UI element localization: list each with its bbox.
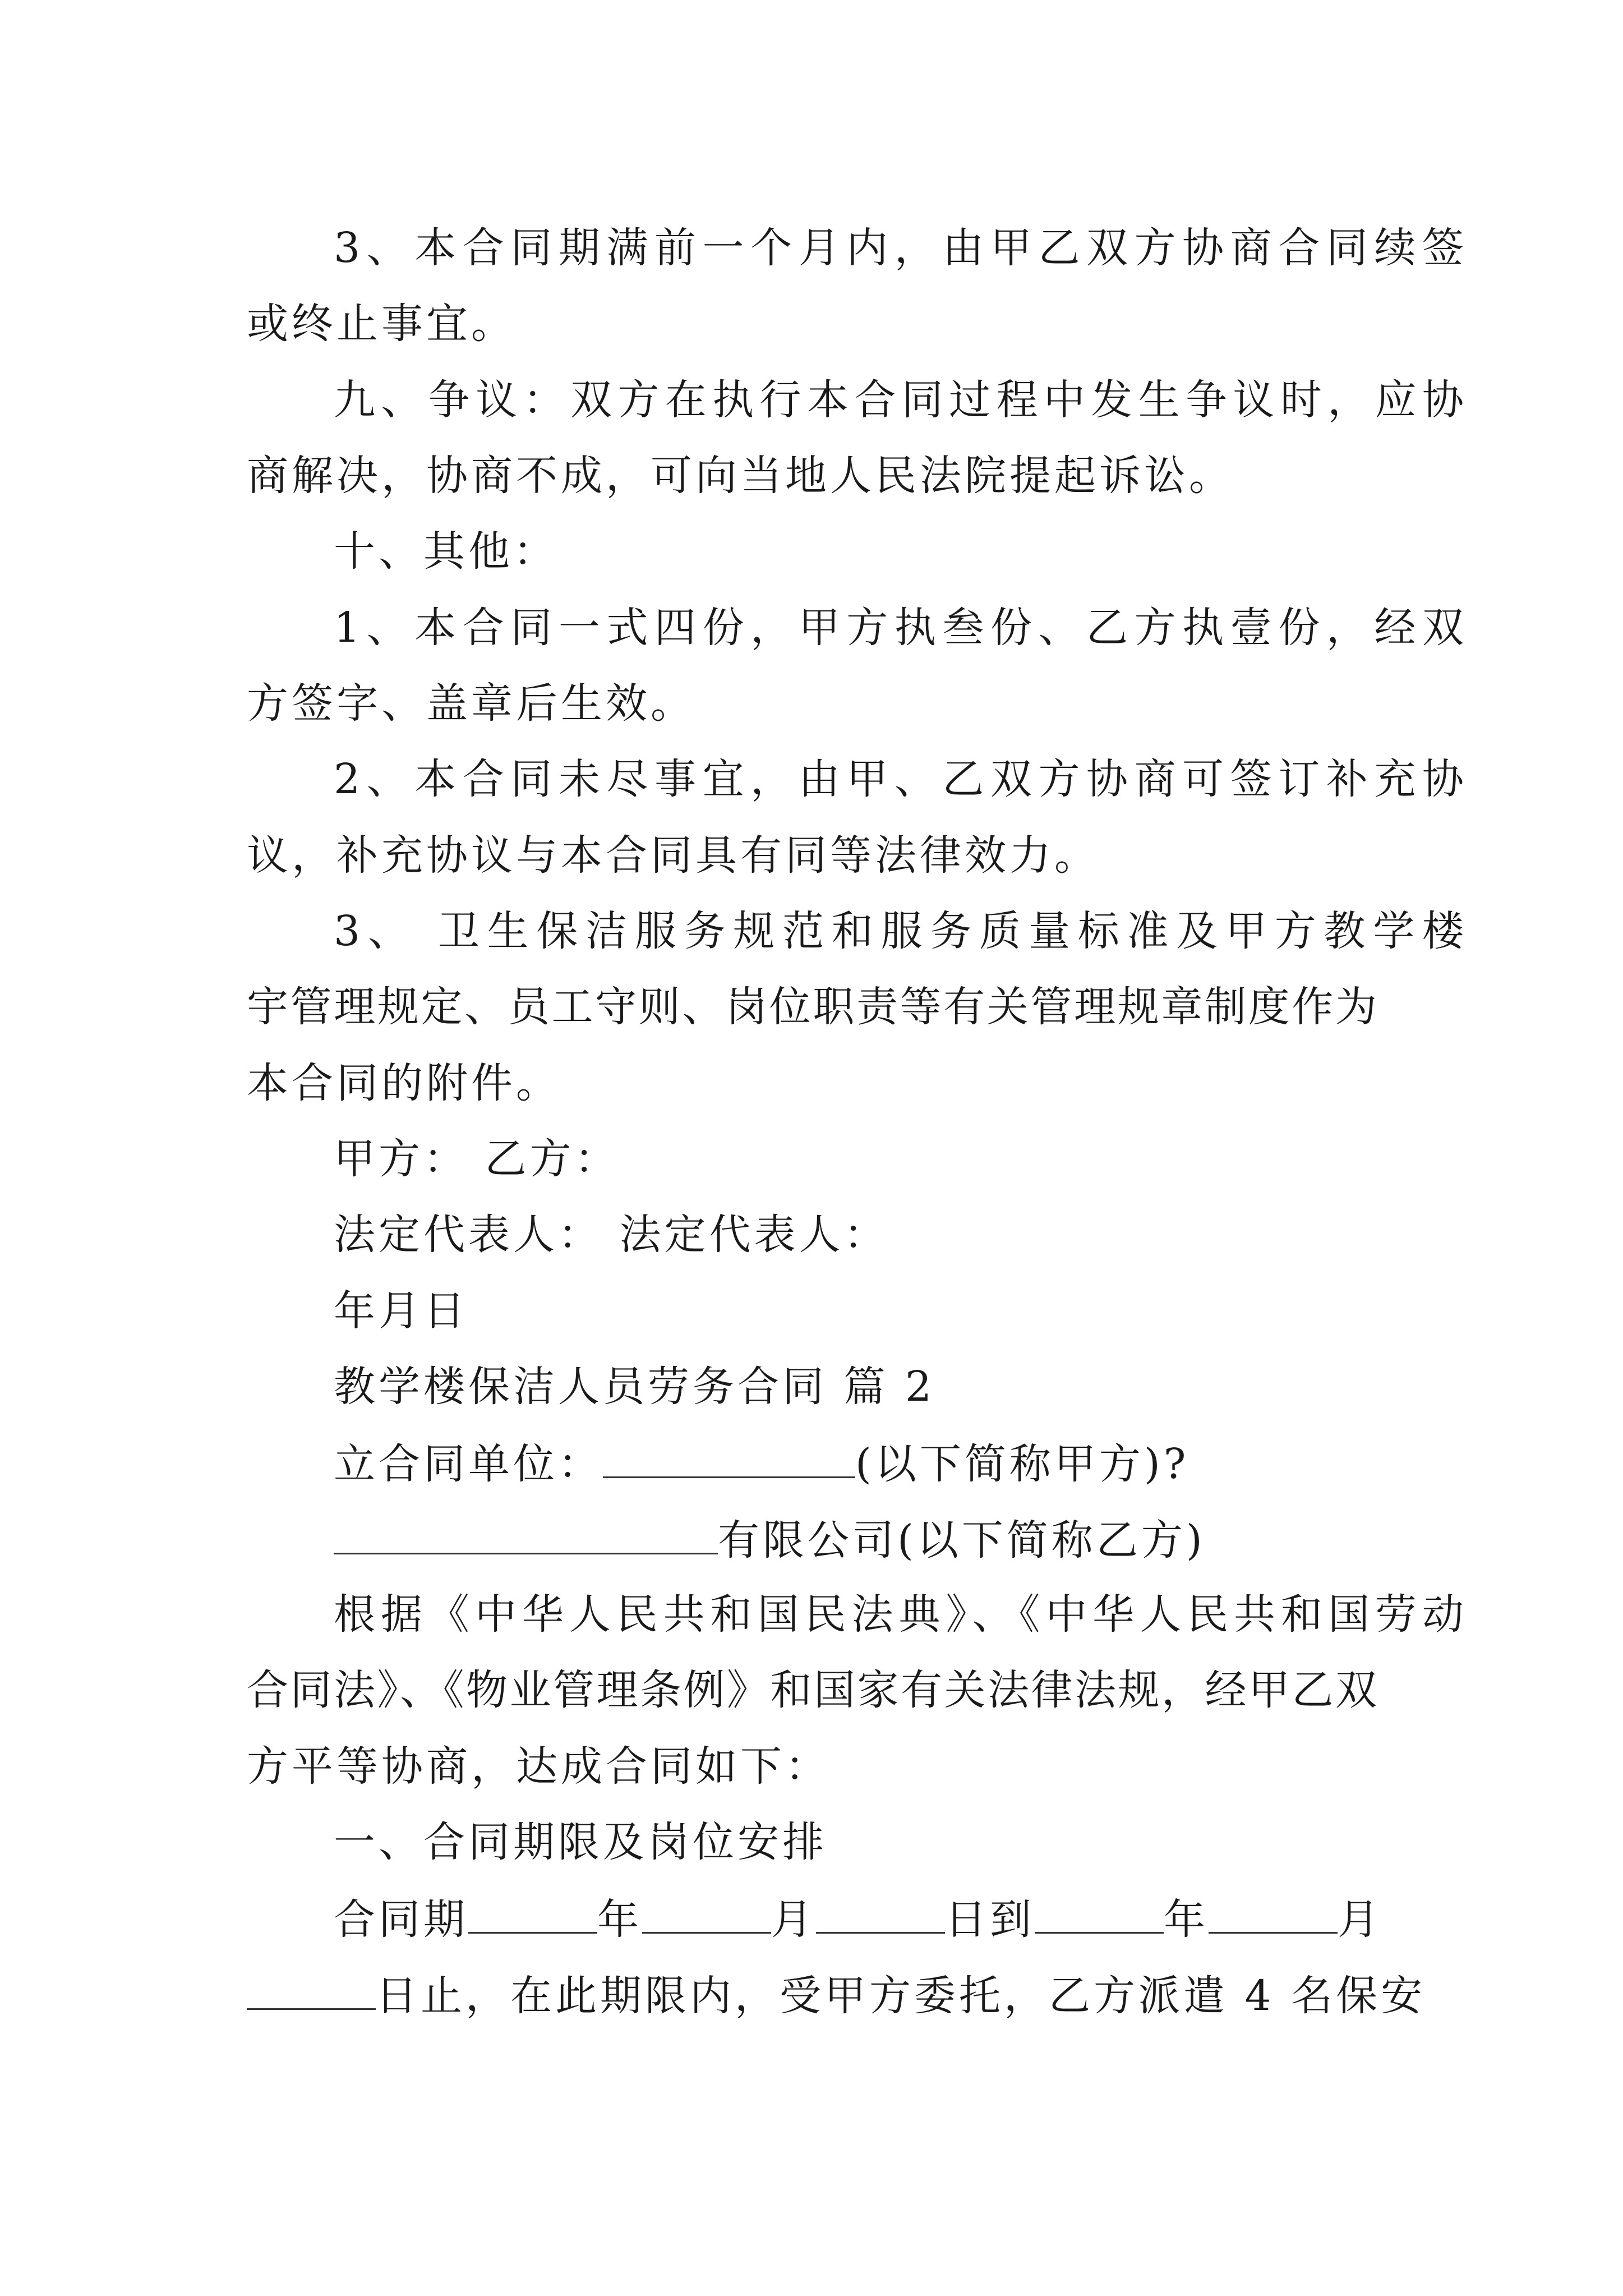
paragraph-line: 本合同的附件。 bbox=[247, 1059, 561, 1107]
section-heading: 十、其他： bbox=[334, 527, 558, 576]
paragraph-line: 合同法》、《物业管理条例》和国家有关法律法规，经甲乙双 bbox=[247, 1666, 1377, 1714]
party-a-suffix: (以下简称甲方)? bbox=[855, 1440, 1189, 1488]
month-label: 月 bbox=[771, 1895, 816, 1944]
term-line-2-text: 日止，在此期限内，受甲方委托，乙方派遣 4 名保安 bbox=[376, 1972, 1426, 2020]
party-b-line bbox=[334, 1516, 1206, 1565]
year-blank bbox=[1035, 1897, 1164, 1934]
paragraph-line: 1、本合同一式四份，甲方执叁份、乙方执壹份，经双 bbox=[334, 604, 1464, 652]
day-blank bbox=[816, 1897, 945, 1934]
year-label: 年 bbox=[597, 1895, 642, 1944]
signature-date: 年月日 bbox=[334, 1287, 468, 1335]
month-blank bbox=[642, 1897, 771, 1934]
paragraph-line: 或终止事宜。 bbox=[247, 300, 516, 348]
term-start: 合同期 bbox=[334, 1895, 468, 1944]
contract-title: 教学楼保洁人员劳务合同 篇 2 bbox=[334, 1363, 935, 1411]
party-b-blank bbox=[334, 1518, 718, 1554]
paragraph-line: 商解决，协商不成，可向当地人民法院提起诉讼。 bbox=[247, 452, 1234, 500]
party-a-blank bbox=[603, 1442, 855, 1478]
month-blank bbox=[1209, 1897, 1338, 1934]
paragraph-line: 宇管理规定、员工守则、岗位职责等有关管理规章制度作为 bbox=[247, 983, 1377, 1031]
party-a-line bbox=[334, 1440, 1189, 1488]
year-label: 年 bbox=[1164, 1895, 1209, 1944]
section-heading: 一、合同期限及岗位安排 bbox=[334, 1818, 827, 1866]
year-blank bbox=[468, 1897, 597, 1934]
party-a-label: 立合同单位： bbox=[334, 1440, 603, 1488]
paragraph-line: 3、本合同期满前一个月内，由甲乙双方协商合同续签 bbox=[334, 224, 1464, 272]
signature-parties: 甲方： 乙方： bbox=[334, 1135, 620, 1183]
party-b-suffix: 有限公司(以下简称乙方) bbox=[718, 1516, 1206, 1565]
paragraph-line: 根据《中华人民共和国民法典》、《中华人民共和国劳动 bbox=[334, 1590, 1464, 1639]
month-label: 月 bbox=[1338, 1895, 1382, 1944]
signature-representatives: 法定代表人： 法定代表人： bbox=[334, 1211, 889, 1259]
paragraph-line: 3、 卫生保洁服务规范和服务质量标准及甲方教学楼 bbox=[334, 907, 1464, 955]
paragraph-line: 议，补充协议与本合同具有同等法律效力。 bbox=[247, 831, 1099, 880]
paragraph-line: 方平等协商，达成合同如下： bbox=[247, 1742, 830, 1791]
paragraph-line: 2、本合同未尽事宜，由甲、乙双方协商可签订补充协 bbox=[334, 755, 1464, 803]
paragraph-line: 方签字、盖章后生效。 bbox=[247, 679, 695, 728]
term-line-2 bbox=[247, 1972, 1426, 2020]
term-line bbox=[334, 1895, 1382, 1944]
day-blank bbox=[247, 1973, 376, 2010]
paragraph-line: 九、争议：双方在执行本合同过程中发生争议时，应协 bbox=[334, 376, 1464, 424]
day-to-label: 日到 bbox=[945, 1895, 1035, 1944]
